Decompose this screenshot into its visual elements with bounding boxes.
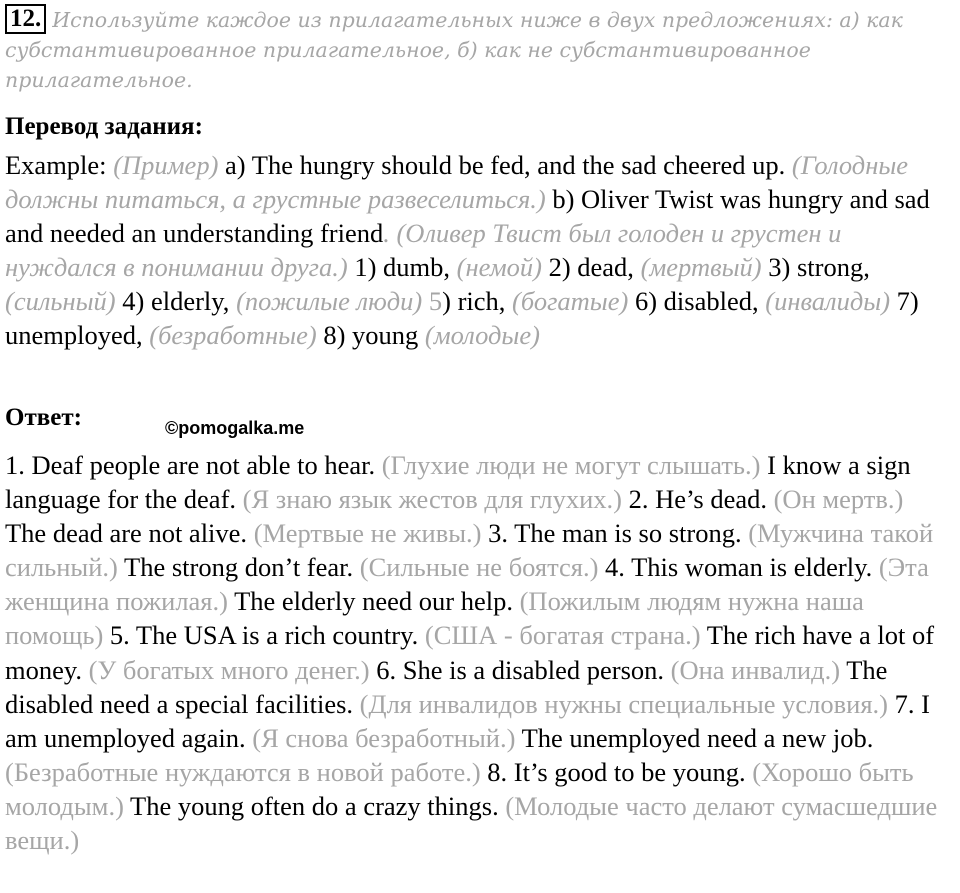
- translation-note: (инвалиды): [765, 286, 891, 317]
- text-segment: Example:: [5, 150, 114, 180]
- task-instruction-text: Используйте каждое из прилагательных ниже в двух предложениях: а) как субстантивированное прилагательное, б) как не субстантивированное прилагательное.: [5, 8, 903, 92]
- text-segment: 3. The man is so strong.: [481, 518, 749, 549]
- text-segment: 1) dumb,: [347, 252, 457, 283]
- translation-note: (Мертвые не живы.): [253, 518, 482, 549]
- translation-note: 5: [422, 286, 443, 317]
- text-segment: 6) disabled,: [628, 286, 766, 317]
- translation-note: (США - богатая страна.): [424, 620, 701, 651]
- translation-note: (Он мертв.): [773, 484, 904, 515]
- task-number: 12.: [5, 4, 46, 34]
- translation-note: (Сильные не боятся.): [359, 552, 599, 583]
- text-segment: 7. I am unemployed again.: [5, 688, 930, 753]
- translation-note: (У богатых много денег.): [88, 654, 370, 685]
- answer-heading: Ответ:: [5, 404, 82, 431]
- translation-note: (немой): [456, 252, 542, 283]
- text-segment: a) The hungry should be fed, and the sad cheered up.: [218, 150, 792, 180]
- text-segment: ) rich,: [442, 286, 513, 317]
- translation-note: (богатые): [512, 286, 629, 317]
- answer-paragraph: [5, 448, 950, 857]
- text-segment: 8) young: [316, 320, 425, 351]
- translation-note: (Пожилым людям нужна наша помощь): [5, 586, 864, 651]
- text-segment: 7) unemployed,: [5, 286, 919, 351]
- translation-note: (Голодные должны питаться, а грустные развеселиться.): [5, 150, 909, 215]
- text-segment: 4. This woman is elderly.: [598, 552, 879, 583]
- translation-note: (Я знаю язык жестов для глухих.): [242, 484, 622, 515]
- text-segment: The rich have a lot of money.: [5, 620, 935, 685]
- translation-note: (Она инвалид.): [670, 654, 841, 685]
- text-segment: I know a sign language for the deaf.: [5, 450, 911, 515]
- text-segment: The elderly need our help.: [227, 586, 520, 617]
- translation-note: (Пример): [113, 150, 219, 180]
- text-segment: 6. She is a disabled person.: [369, 654, 671, 685]
- translation-note: (Мужчина такой сильный.): [5, 518, 934, 583]
- text-segment: 3) strong,: [761, 252, 870, 283]
- text-segment: 2. He’s dead.: [622, 484, 774, 515]
- text-segment: 5. The USA is a rich country.: [103, 620, 425, 651]
- text-segment: 2) dead,: [541, 252, 641, 283]
- translation-note: (пожилые люди): [236, 286, 423, 317]
- task-instruction: [5, 4, 950, 95]
- text-segment: The young often do a crazy things.: [123, 790, 506, 821]
- translation-note: (Эта женщина пожилая.): [5, 552, 929, 617]
- text-segment: b) Oliver Twist was hungry and sad and needed an understanding friend: [5, 184, 930, 249]
- translation-note: (Для инвалидов нужны специальные условия.): [359, 688, 888, 719]
- translation-note: (безработные): [149, 320, 317, 351]
- watermark: ©pomogalka.me: [165, 418, 305, 438]
- translation-note: (Я снова безработный.): [252, 722, 516, 753]
- translation-heading: Перевод задания:: [5, 113, 203, 140]
- translation-note: (Безработные нуждаются в новой работе.): [5, 756, 481, 787]
- translation-note: (Хорошо быть молодым.): [5, 756, 914, 821]
- translation-note: (Глухие люди не могут слышать.): [381, 450, 761, 480]
- text-segment: The strong don’t fear.: [117, 552, 360, 583]
- translation-paragraph: [5, 148, 950, 353]
- translation-note: . (Оливер Твист был голоден и грустен и нуждался в понимании друга.): [5, 218, 842, 283]
- translation-note: (молодые): [424, 320, 540, 351]
- translation-note: (мертвый): [640, 252, 762, 283]
- text-segment: 4) elderly,: [115, 286, 237, 317]
- text-segment: 1. Deaf people are not able to hear.: [5, 450, 382, 480]
- text-segment: The disabled need a special facilities.: [5, 654, 888, 719]
- translation-note: (сильный): [5, 286, 116, 317]
- translation-note: (Молодые часто делают сумасшедшие вещи.): [5, 790, 938, 856]
- text-segment: The dead are not alive.: [5, 518, 254, 549]
- text-segment: The unemployed need a new job.: [515, 722, 874, 753]
- text-segment: 8. It’s good to be young.: [480, 756, 753, 787]
